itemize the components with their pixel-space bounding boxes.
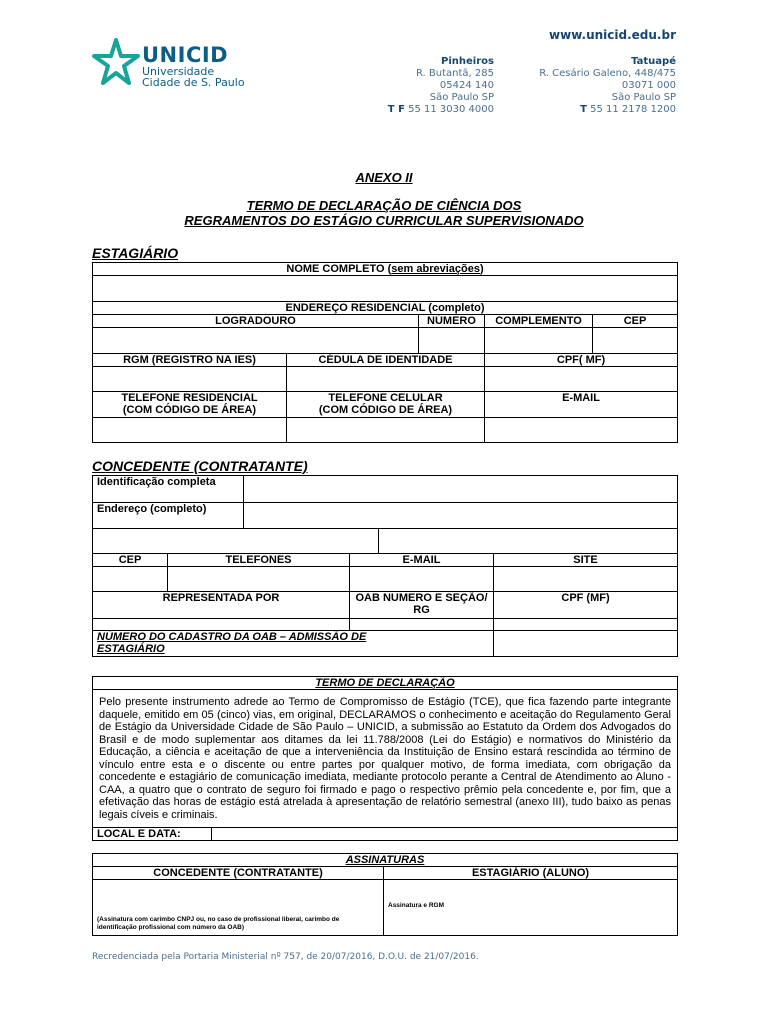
assinaturas-table xyxy=(92,853,678,936)
address-pinheiros xyxy=(380,56,494,116)
campus-zip: 03071 000 xyxy=(621,80,676,91)
cep-field[interactable] xyxy=(93,567,168,592)
assinatura-estagiario-field[interactable] xyxy=(384,880,678,936)
logo-sub-2: Cidade de S. Paulo xyxy=(142,76,245,89)
footer-note: Recredenciada pela Portaria Ministerial nº 757, de 20/07/2016, D.O.U. de 21/07/2016. xyxy=(92,952,479,962)
concedente-heading: CONCEDENTE (CONTRATANTE) xyxy=(92,458,308,474)
campus-phone: 55 11 3030 4000 xyxy=(408,104,494,115)
campus-street: R. Butantã, 285 xyxy=(415,68,494,79)
campus-city: São Paulo SP xyxy=(611,92,676,103)
cpf-field[interactable] xyxy=(485,367,678,392)
oab-label: OAB NUMERO E SEÇÃO/ RG xyxy=(350,592,494,619)
assinatura-concedente-label: CONCEDENTE (CONTRATANTE) xyxy=(93,867,384,880)
email-field[interactable] xyxy=(485,418,678,443)
assinatura-concedente-note: (Assinatura com carimbo CNPJ ou, no caso de profissional liberal, carimbo de identificação profissional com número da OAB) xyxy=(97,916,340,931)
cep-label: CEP xyxy=(93,554,168,567)
identificacao-label: Identificação completa xyxy=(93,476,244,503)
assinaturas-title: ASSINATURAS xyxy=(93,854,678,867)
logradouro-label: LOGRADOURO xyxy=(93,315,419,328)
rgm-label: RGM (REGISTRO NA IES) xyxy=(93,354,287,367)
anexo-title: ANEXO II xyxy=(355,170,413,185)
cedula-label: CÉDULA DE IDENTIDADE xyxy=(287,354,485,367)
logo-name: UNICID xyxy=(142,43,229,67)
logradouro-field[interactable] xyxy=(93,328,419,354)
declaracao-title: TERMO DE DECLARAÇÃO xyxy=(93,677,678,690)
cep-field[interactable] xyxy=(593,328,678,354)
endereco-label: ENDEREÇO RESIDENCIAL (completo) xyxy=(93,302,678,315)
estagiario-heading: ESTAGIÁRIO xyxy=(92,245,179,261)
identificacao-field[interactable] xyxy=(244,476,678,503)
cep-label: CEP xyxy=(593,315,678,328)
endereco-field-3[interactable] xyxy=(379,529,678,554)
rgm-field[interactable] xyxy=(93,367,287,392)
star-logo-icon xyxy=(92,38,140,86)
campus-title: Tatuapé xyxy=(631,56,676,67)
address-tatuape xyxy=(506,56,676,116)
campus-street: R. Cesário Galeno, 448/475 xyxy=(539,68,676,79)
representada-field[interactable] xyxy=(93,619,350,631)
cpf-field[interactable] xyxy=(494,619,678,631)
assinatura-estagiario-note: Assinatura e RGM xyxy=(388,902,444,909)
phone-label: T xyxy=(580,104,587,115)
declaracao-text: Pelo presente instrumento adrede ao Termo de Compromisso de Estágio (TCE), que fica fazendo parte integrante daquele, emitido em 05 (cinco) vias, em original, DECLARAMOS o conhecimento e aceitação do Regulamento Geral de Estágio da Universidade Cidade de São Paulo – UNICID, a submissão ao Estatuto da Ordem dos Advogados do Brasil e de modo suplementar aos ditames da lei 11.788/2008 (Lei do Estágio) e normativos do Ministério da Educação, a ciência e aceitação de que a interveniência da Instituição de Ensino estará rescindida ao término de vínculo entre esta e o discente ou entre partes por qualquer motivo, de forma imediata, com obrigação da concedente e estagiário de comunicação imediata, mediante protocolo perante a Central de Atendimento ao Aluno - CAA, a quatro que o contrato de seguro foi firmado e pago o respectivo prêmio pela concedente e, por fim, que a efetivação das horas de estágio está atrelada à apresentação de relatório semestral (anexo III), tudo baixo as penas legais cíveis e criminais. xyxy=(93,690,678,828)
assinatura-estagiario-label: ESTAGIÁRIO (ALUNO) xyxy=(384,867,678,880)
campus-phone: 55 11 2178 1200 xyxy=(590,104,676,115)
nome-field[interactable] xyxy=(93,276,678,302)
cpf-label: CPF( MF) xyxy=(485,354,678,367)
local-data-label: LOCAL E DATA: xyxy=(93,828,212,841)
numero-cadastro-label: NÚMERO DO CADASTRO DA OAB – ADMISSÃO DE ESTAGIÁRIO xyxy=(93,631,494,657)
title-line-2: REGRAMENTOS DO ESTÁGIO CURRICULAR SUPERVISIONADO xyxy=(184,213,584,228)
complemento-field[interactable] xyxy=(485,328,593,354)
numero-cadastro-field[interactable] xyxy=(494,631,678,657)
declaracao-table xyxy=(92,676,678,841)
endereco-field-2[interactable] xyxy=(93,529,379,554)
site-label: SITE xyxy=(494,554,678,567)
site-field[interactable] xyxy=(494,567,678,592)
title-line-1: TERMO DE DECLARAÇÃO DE CIÊNCIA DOS xyxy=(246,198,522,213)
phone-label: T F xyxy=(387,104,405,115)
tel-celular-field[interactable] xyxy=(287,418,485,443)
numero-field[interactable] xyxy=(419,328,485,354)
telefones-field[interactable] xyxy=(168,567,350,592)
document-title xyxy=(0,198,768,228)
numero-label: NÚMERO xyxy=(419,315,485,328)
telefones-label: TELEFONES xyxy=(168,554,350,567)
campus-city: São Paulo SP xyxy=(429,92,494,103)
representada-label: REPRESENTADA POR xyxy=(93,592,350,619)
logo-sub-1: Universidade xyxy=(142,65,215,78)
cpf-label: CPF (MF) xyxy=(494,592,678,619)
cedula-field[interactable] xyxy=(287,367,485,392)
email-field[interactable] xyxy=(350,567,494,592)
unicid-logo xyxy=(92,30,252,100)
campus-zip: 05424 140 xyxy=(439,80,494,91)
email-label: E-MAIL xyxy=(485,392,678,418)
oab-field[interactable] xyxy=(350,619,494,631)
endereco-field[interactable] xyxy=(244,503,678,529)
campus-title: Pinheiros xyxy=(441,56,494,67)
estagiario-table xyxy=(92,262,678,443)
tel-residencial-label: TELEFONE RESIDENCIAL (COM CÓDIGO DE ÁREA) xyxy=(93,392,287,418)
email-label: E-MAIL xyxy=(350,554,494,567)
nome-label: NOME COMPLETO (sem abreviações) xyxy=(93,263,678,276)
concedente-table xyxy=(92,475,678,657)
assinatura-concedente-field[interactable] xyxy=(93,880,384,936)
tel-celular-label: TELEFONE CELULAR (COM CÓDIGO DE ÁREA) xyxy=(287,392,485,418)
complemento-label: COMPLEMENTO xyxy=(485,315,593,328)
tel-residencial-field[interactable] xyxy=(93,418,287,443)
local-data-field[interactable] xyxy=(212,828,678,841)
endereco-label: Endereço (completo) xyxy=(93,503,244,529)
website-link[interactable]: www.unicid.edu.br xyxy=(549,28,676,42)
